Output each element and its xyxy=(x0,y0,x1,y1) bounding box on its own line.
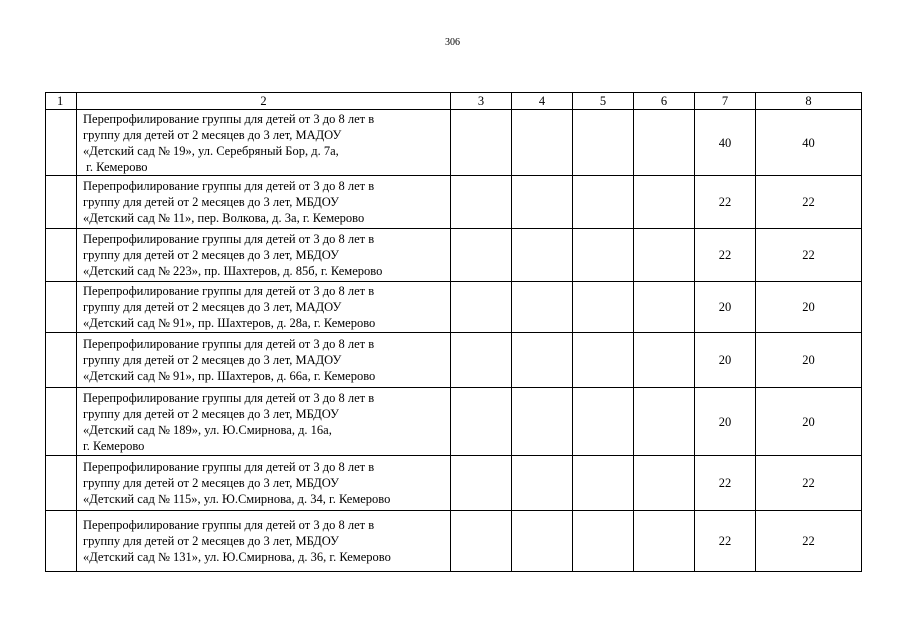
column-header-7: 7 xyxy=(695,93,756,110)
cell-col7: 20 xyxy=(695,333,756,388)
cell-col8: 22 xyxy=(756,456,862,511)
cell-col3 xyxy=(451,282,512,333)
description-line: Перепрофилирование группы для детей от 3 до 8 лет в xyxy=(83,284,375,298)
cell-col5 xyxy=(573,456,634,511)
description-line: Перепрофилирование группы для детей от 3 до 8 лет в xyxy=(83,232,375,246)
cell-col6 xyxy=(634,511,695,572)
cell-description xyxy=(77,333,451,388)
description-line: группу для детей от 2 месяцев до 3 лет, МАДОУ xyxy=(83,353,342,367)
cell-col6 xyxy=(634,333,695,388)
cell-col1 xyxy=(46,229,77,282)
cell-col5 xyxy=(573,511,634,572)
cell-col3 xyxy=(451,511,512,572)
cell-col3 xyxy=(451,110,512,176)
cell-col4 xyxy=(512,388,573,456)
table-body xyxy=(46,93,862,572)
table-row xyxy=(46,176,862,229)
cell-description xyxy=(77,176,451,229)
table-row xyxy=(46,333,862,388)
description-line: группу для детей от 2 месяцев до 3 лет, МБДОУ xyxy=(83,534,339,548)
cell-col4 xyxy=(512,511,573,572)
cell-col1 xyxy=(46,333,77,388)
cell-col5 xyxy=(573,282,634,333)
cell-description xyxy=(77,282,451,333)
table-row xyxy=(46,229,862,282)
cell-col5 xyxy=(573,333,634,388)
description-line: Перепрофилирование группы для детей от 3 до 8 лет в xyxy=(83,111,375,126)
cell-description xyxy=(77,511,451,572)
cell-col5 xyxy=(573,110,634,176)
cell-description xyxy=(77,456,451,511)
table-row xyxy=(46,388,862,456)
cell-description xyxy=(77,110,451,176)
cell-col1 xyxy=(46,282,77,333)
description-line: группу для детей от 2 месяцев до 3 лет, МБДОУ xyxy=(83,406,339,421)
cell-col8: 20 xyxy=(756,333,862,388)
column-header-8: 8 xyxy=(756,93,862,110)
cell-col1 xyxy=(46,110,77,176)
cell-col6 xyxy=(634,282,695,333)
column-header-4: 4 xyxy=(512,93,573,110)
cell-col7: 22 xyxy=(695,511,756,572)
description-line: «Детский сад № 91», пр. Шахтеров, д. 66а, г. Кемерово xyxy=(83,369,376,383)
description-line: группу для детей от 2 месяцев до 3 лет, МАДОУ xyxy=(83,300,342,314)
table-row xyxy=(46,110,862,176)
cell-col8: 20 xyxy=(756,282,862,333)
table-row xyxy=(46,511,862,572)
cell-col6 xyxy=(634,456,695,511)
cell-col3 xyxy=(451,176,512,229)
description-line: г. Кемерово xyxy=(83,438,145,453)
column-header-2: 2 xyxy=(77,93,451,110)
description-line: Перепрофилирование группы для детей от 3 до 8 лет в xyxy=(83,460,375,474)
cell-col5 xyxy=(573,229,634,282)
page-number: 306 xyxy=(445,37,460,48)
cell-col4 xyxy=(512,176,573,229)
cell-col3 xyxy=(451,456,512,511)
cell-col7: 20 xyxy=(695,388,756,456)
description-line: «Детский сад № 19», ул. Серебряный Бор, д. 7а, xyxy=(83,143,339,158)
description-line: «Детский сад № 91», пр. Шахтеров, д. 28а, г. Кемерово xyxy=(83,316,376,330)
cell-col7: 20 xyxy=(695,282,756,333)
cell-col8: 20 xyxy=(756,388,862,456)
cell-col1 xyxy=(46,456,77,511)
cell-col8: 22 xyxy=(756,511,862,572)
cell-col1 xyxy=(46,511,77,572)
description-line: Перепрофилирование группы для детей от 3 до 8 лет в xyxy=(83,390,375,405)
description-line: «Детский сад № 223», пр. Шахтеров, д. 85б, г. Кемерово xyxy=(83,264,383,278)
description-line: группу для детей от 2 месяцев до 3 лет, МБДОУ xyxy=(83,476,339,490)
cell-col1 xyxy=(46,176,77,229)
cell-col8: 22 xyxy=(756,176,862,229)
table-row xyxy=(46,282,862,333)
description-line: Перепрофилирование группы для детей от 3 до 8 лет в xyxy=(83,518,375,532)
cell-col7: 40 xyxy=(695,110,756,176)
description-line: группу для детей от 2 месяцев до 3 лет, МАДОУ xyxy=(83,127,342,142)
description-line: «Детский сад № 189», ул. Ю.Смирнова, д. 16а, xyxy=(83,422,332,437)
cell-col5 xyxy=(573,176,634,229)
description-line: группу для детей от 2 месяцев до 3 лет, МБДОУ xyxy=(83,195,339,209)
cell-col4 xyxy=(512,110,573,176)
cell-col4 xyxy=(512,229,573,282)
column-header-3: 3 xyxy=(451,93,512,110)
description-line: «Детский сад № 11», пер. Волкова, д. 3а, г. Кемерово xyxy=(83,211,365,225)
cell-col3 xyxy=(451,229,512,282)
cell-col7: 22 xyxy=(695,456,756,511)
description-line: группу для детей от 2 месяцев до 3 лет, МБДОУ xyxy=(83,248,339,262)
cell-col8: 40 xyxy=(756,110,862,176)
cell-col6 xyxy=(634,229,695,282)
description-line: «Детский сад № 115», ул. Ю.Смирнова, д. 34, г. Кемерово xyxy=(83,492,391,506)
cell-col6 xyxy=(634,110,695,176)
description-line: «Детский сад № 131», ул. Ю.Смирнова, д. 36, г. Кемерово xyxy=(83,550,391,564)
column-header-6: 6 xyxy=(634,93,695,110)
cell-col4 xyxy=(512,333,573,388)
table-row xyxy=(46,456,862,511)
table-header-row xyxy=(46,93,862,110)
cell-col6 xyxy=(634,176,695,229)
column-header-1: 1 xyxy=(46,93,77,110)
cell-col4 xyxy=(512,456,573,511)
data-table xyxy=(45,92,862,572)
cell-description xyxy=(77,388,451,456)
cell-col5 xyxy=(573,388,634,456)
cell-col3 xyxy=(451,388,512,456)
cell-col4 xyxy=(512,282,573,333)
cell-col3 xyxy=(451,333,512,388)
cell-col7: 22 xyxy=(695,176,756,229)
description-line: г. Кемерово xyxy=(83,159,148,174)
cell-col8: 22 xyxy=(756,229,862,282)
cell-description xyxy=(77,229,451,282)
cell-col6 xyxy=(634,388,695,456)
cell-col7: 22 xyxy=(695,229,756,282)
column-header-5: 5 xyxy=(573,93,634,110)
description-line: Перепрофилирование группы для детей от 3 до 8 лет в xyxy=(83,337,375,351)
description-line: Перепрофилирование группы для детей от 3 до 8 лет в xyxy=(83,179,375,193)
cell-col1 xyxy=(46,388,77,456)
